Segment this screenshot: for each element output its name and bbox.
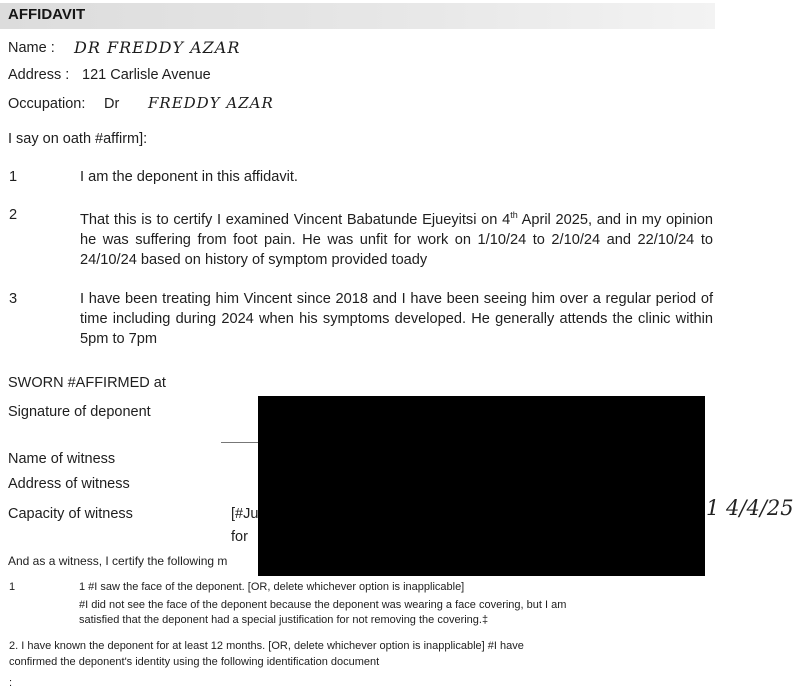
name-handwritten: DR FREDDY AZAR [74,38,241,57]
option-1-number: 1 [9,581,16,593]
occupation-value: Dr [104,96,120,112]
title-band [0,3,715,29]
address-label: Address : [8,67,70,83]
redaction-box [258,396,705,576]
item-2-text [80,205,713,270]
oath-statement: I say on oath #affirm]: [8,131,148,147]
name-label: Name : [8,40,55,56]
witness-name-label: Name of witness [8,451,116,467]
item-2-superscript: th [510,210,518,220]
option-2-line-1: 2. I have known the deponent for at least 12 months. [OR, delete whichever option is inapplicable] #I have [9,640,524,652]
item-2-text-after: April 2025, and in my opinion he was suffering from foot pain. He was unfit for work on 1/10/24 to 2/10/24 and 22/10/24 to 24/10/24 based on history of symptom provided toady [80,211,714,268]
handwritten-date: 1 4/4/25 [706,496,794,520]
witness-certify-text: And as a witness, I certify the following m [8,554,228,568]
witness-capacity-partial-1: [#Ju [231,506,259,522]
witness-capacity-partial-2: for [231,529,248,545]
trailing-colon: : [9,677,13,689]
item-3-text: I have been treating him Vincent since 2018 and I have been seeing him over a regular period of time including during 2024 when his symptoms developed. He generally attends the clinic within 5pm to 7pm [80,291,713,347]
occupation-label: Occupation: [8,96,86,112]
item-2-text-before: That this is to certify I examined Vincent Babatunde Ejueyitsi on 4 [80,211,511,228]
occupation-handwritten: FREDDY AZAR [148,94,274,112]
sworn-label: SWORN #AFFIRMED at [8,375,166,391]
item-2-number: 2 [9,207,18,223]
document-title: AFFIDAVIT [8,6,86,23]
option-1-line-3: satisfied that the deponent had a special justification for not removing the covering.‡ [79,614,489,626]
witness-address-label: Address of witness [8,476,130,492]
signature-line [221,442,261,443]
item-1-text: I am the deponent in this affidavit. [80,169,298,185]
option-1-line-2: #I did not see the face of the deponent because the deponent was wearing a face covering, but I am [79,599,567,611]
witness-capacity-label: Capacity of witness [8,506,133,522]
signature-label: Signature of deponent [8,404,151,420]
item-3-number: 3 [9,291,18,307]
item-1-number: 1 [9,169,18,185]
option-2-line-2: confirmed the deponent's identity using the following identification document [9,656,380,668]
address-value: 121 Carlisle Avenue [82,67,211,83]
option-1-line-1: 1 #I saw the face of the deponent. [OR, delete whichever option is inapplicable] [79,581,465,593]
